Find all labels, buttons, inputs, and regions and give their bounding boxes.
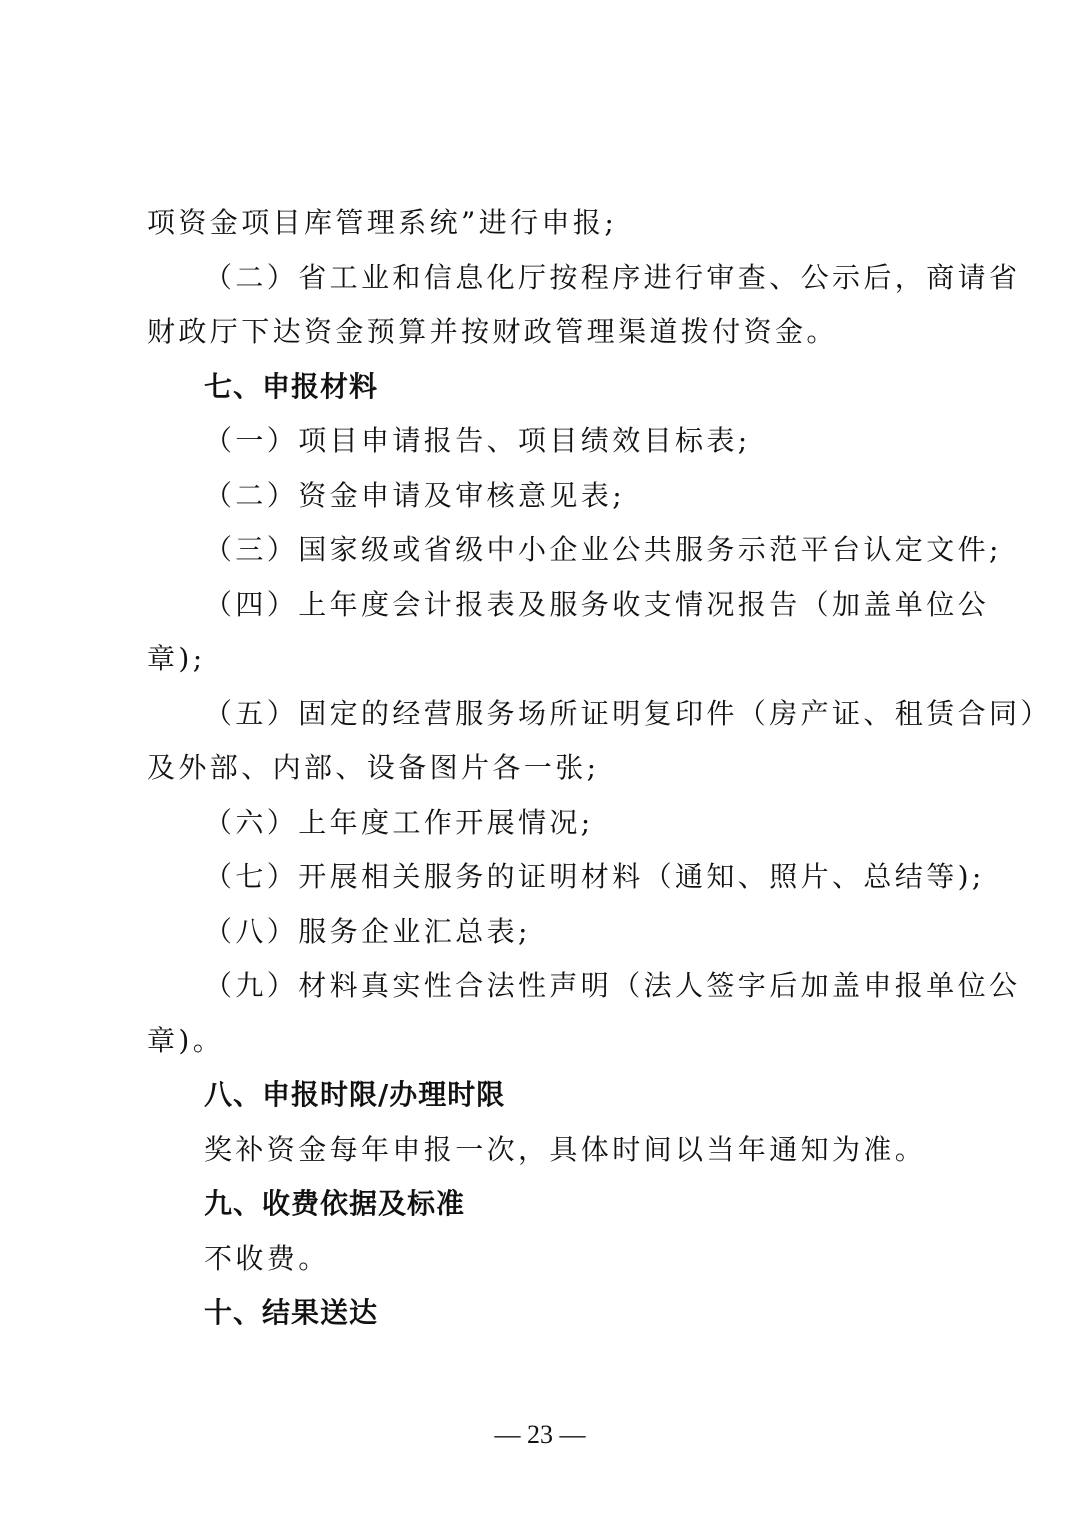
paragraph-line: 奖补资金每年申报一次，具体时间以当年通知为准。 — [204, 1132, 927, 1166]
list-item: （三）国家级或省级中小企业公共服务示范平台认定文件; — [204, 533, 1002, 566]
list-item: （九）材料真实性合法性声明（法人签字后加盖申报单位公 — [204, 969, 1021, 1002]
list-item: （六）上年度工作开展情况; — [204, 805, 594, 839]
list-item-continuation: 及外部、内部、设备图片各一张; — [147, 751, 600, 784]
list-item: （四）上年度会计报表及服务收支情况报告（加盖单位公 — [204, 587, 990, 621]
list-item: （一）项目申请报告、项目绩效目标表; — [204, 424, 751, 457]
section-heading: 十、结果送达 — [204, 1296, 379, 1329]
list-item: （七）开展相关服务的证明材料（通知、照片、总结等); — [204, 860, 985, 893]
list-item-continuation: 章)。 — [147, 1023, 225, 1057]
paragraph-line: 财政厅下达资金预算并按财政管理渠道拨付资金。 — [147, 315, 838, 348]
page-number: — 23 — — [494, 1420, 586, 1449]
section-heading: 八、申报时限/办理时限 — [204, 1078, 506, 1111]
paragraph-line: （二）省工业和信息化厅按程序进行审查、公示后，商请省 — [204, 260, 1021, 294]
list-item: （五）固定的经营服务场所证明复印件（房产证、租赁合同） — [204, 696, 1052, 730]
paragraph-line: 项资金项目库管理系统”进行申报; — [147, 206, 618, 239]
section-heading: 七、申报材料 — [204, 369, 379, 403]
document-body — [147, 196, 1052, 1341]
list-item: （八）服务企业汇总表; — [204, 914, 531, 948]
list-item-continuation: 章); — [147, 642, 206, 675]
paragraph-line: 不收费。 — [204, 1241, 330, 1275]
list-item: （二）资金申请及审核意见表; — [204, 478, 626, 512]
section-heading: 九、收费依据及标准 — [204, 1187, 466, 1220]
